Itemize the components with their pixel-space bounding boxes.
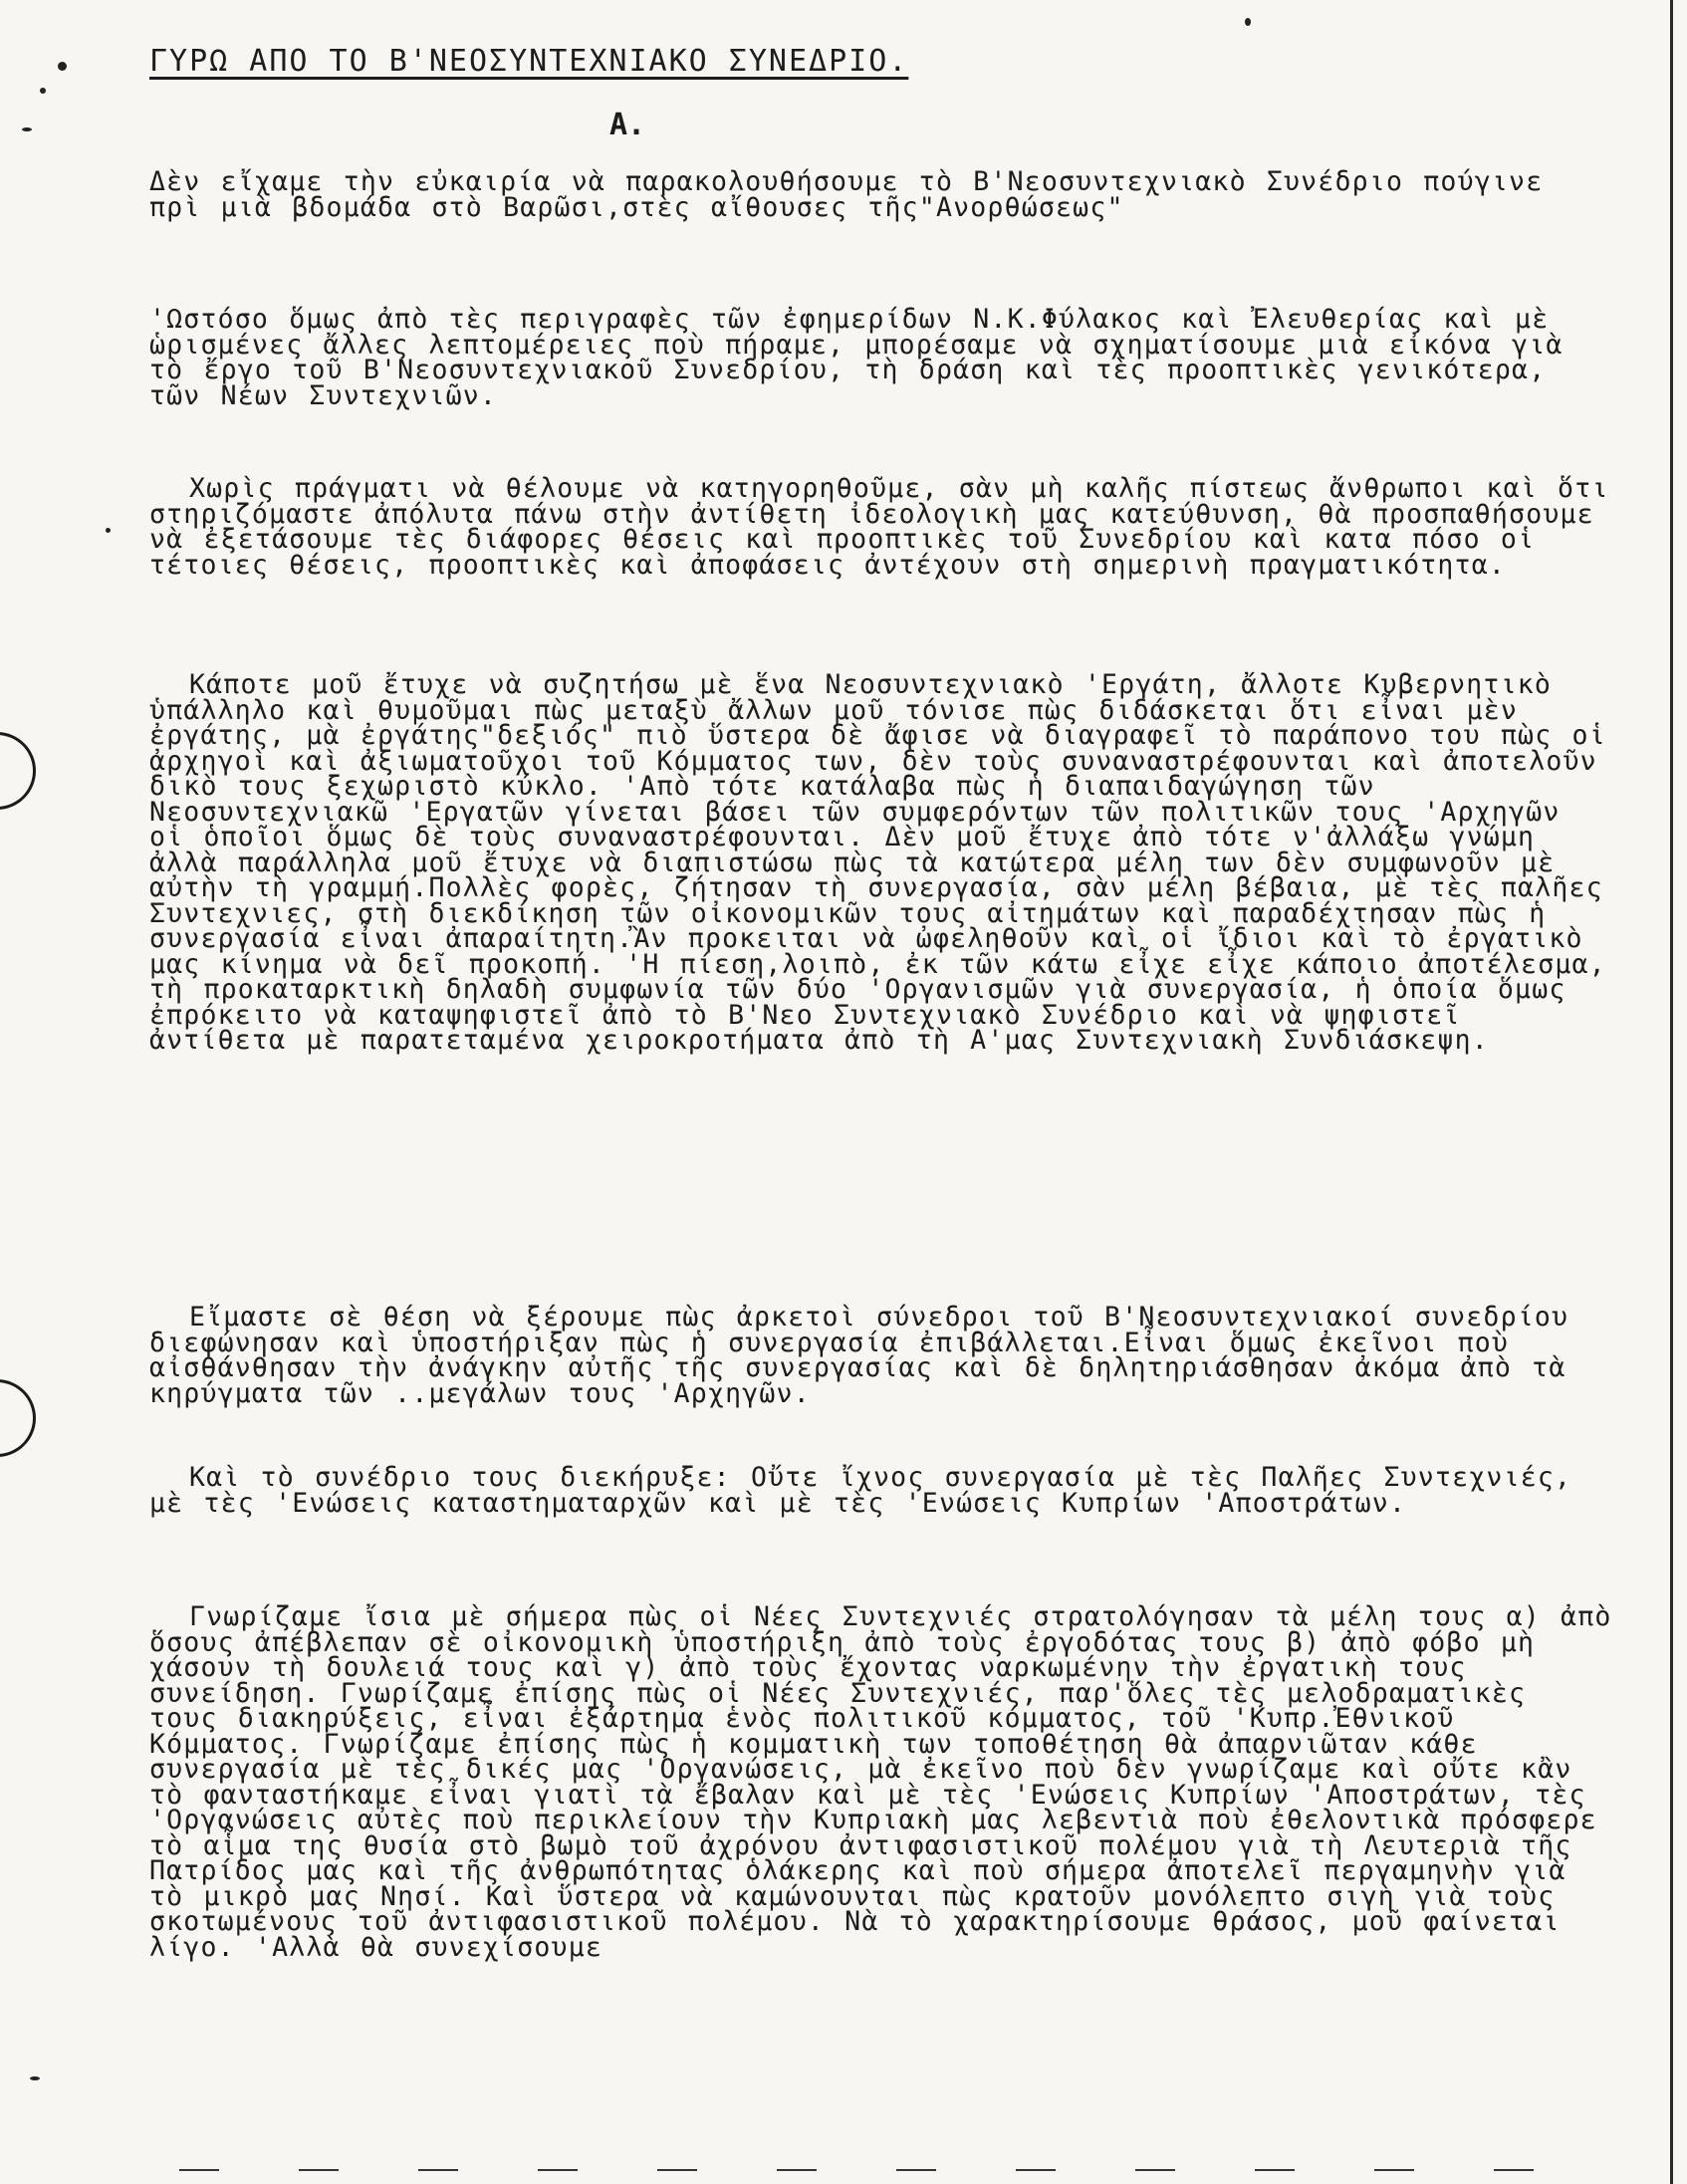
scan-speck xyxy=(106,528,111,533)
punch-hole-mark xyxy=(0,1363,52,1473)
paragraph-5: Εἴμαστε σὲ θέση νὰ ξέρουμε πὼς ἀρκετοὶ σύνεδροι τοῦ Β'Νεοσυντεχνιακοί συνεδρίου διεφώνησαν καὶ ὑποστήριξαν πὼς ἡ συνεργασία ἐπιβάλλεται.Εἶναι ὅμως ἐκεῖνοι ποὺ αἰσθάνθησαν τὴν ἀνάγκην αὐτῆς τῆς συνεργασίας καὶ δὲ δηλητηριάσθησαν ἀκόμα ἀπὸ τὰ κηρύγματα τῶν ..μεγάλων τους 'Αρχηγῶν. xyxy=(149,1302,1569,1409)
bottom-scan-rule xyxy=(179,2169,1554,2171)
scan-speck xyxy=(58,62,67,71)
scan-speck xyxy=(30,2076,40,2080)
paragraph-1: Δὲν εἴχαμε τὴν εὐκαιρία νὰ παρακολουθήσουμε τὸ Β'Νεοσυντεχνιακὸ Συνέδριο πούγινε πρὶ μιὰ βδομάδα στὸ Βαρῶσι,στὲς αἴθουσες τῆς"Ανορθώσεως" xyxy=(149,166,1544,223)
scan-speck xyxy=(1245,18,1251,26)
paragraph-7: Γνωρίζαμε ἴσια μὲ σήμερα πὼς οἱ Νέες Συντεχνιές στρατολόγησαν τὰ μέλη τους α) ἀπὸ ὅσους ἀπέβλεπαν σὲ οἰκονομικὴ ὑποστήριξη ἀπὸ τοὺς ἐργοδότας τους β) ἀπὸ φόβο μὴ χάσουν τὴ δουλειά τους καὶ γ) ἀπὸ τοὺς ἔχοντας ναρκωμένην τὴν ἐργατικὴ τους συνείδηση. Γνωρίζαμε ἐπίσης πὼς οἱ Νέες Συντεχνιές, παρ'ὅλες τὲς μελοδραματικὲς τους διακηρύξεις, εἶναι ἐξάρτημα ἑνὸς πολιτικοῦ κόμματος, τοῦ 'Κυπρ.Ἐθνικοῦ Κόμματος. Γνωρίζαμε ἐπίσης πὼς ἡ κομματικὴ των τοποθέτηση θὰ ἀπαρνιῶταν κάθε συνεργασία μὲ τὲς δικές μας 'Οργανώσεις, μὰ ἐκεῖνο ποὺ δὲν γνωρίζαμε καὶ οὔτε κἂν τὸ φανταστήκαμε εἶναι γιατὶ τὰ ἔβαλαν καὶ μὲ τὲς 'Ενώσεις Κυπρίων 'Αποστράτων, τὲς 'Οργανώσεις αὐτὲς ποὺ περικλείουν τὴν Κυπριακὴ μας λεβεντιὰ ποὺ ἐθελοντικὰ πρόσφερε τὸ αἷμα της θυσία στὸ βωμὸ τοῦ ἀχρόνου ἀντιφασιστικοῦ πολέμου γιὰ τὴ Λευτεριὰ τῆς Πατρίδος μας καὶ τῆς ἀνθρωπότητας ὁλάκερης καὶ ποὺ σήμερα ἀποτελεῖ περγαμηνὴν γιὰ τὸ μικρὸ μας Νησί. Καὶ ὕστερα νὰ καμώνουνται πὼς κρατοῦν μονόλεπτο σιγὴ γιὰ τοὺς σκοτωμένους τοῦ ἀντιφασιστικοῦ πολέμου. Νὰ τὸ χαρακτηρίσουμε θράσος, μοῦ φαίνεται λίγο. 'Αλλὰ θὰ συνεχίσουμε xyxy=(149,1601,1612,1963)
paragraph-4: Κάποτε μοῦ ἔτυχε νὰ συζητήσω μὲ ἕνα Νεοσυντεχνιακὸ 'Εργάτη, ἄλλοτε Κυβερνητικὸ ὑπάλληλο καὶ θυμοῦμαι πὼς μεταξὺ ἄλλων μοῦ τόνισε πὼς διδάσκεται ὅτι εἶναι μὲν ἐργάτης, μὰ ἐργάτης"δεξιός" πιὸ ὕστερα δὲ ἄφισε νὰ διαγραφεῖ τὸ παράπονο του πὼς οἱ ἀρχηγοὶ καὶ ἀξιωματοῦχοι τοῦ Κόμματος των, δὲν τοὺς συναναστρέφουνται καὶ ἀποτελοῦν δικὸ τους ξεχωριστὸ κύκλο. 'Απὸ τότε κατάλαβα πὼς ἡ διαπαιδαγώγηση τῶν Νεοσυντεχνιακῶ 'Εργατῶν γίνεται βάσει τῶν συμφερόντων τῶν πολιτικῶν τους 'Αρχηγῶν οἱ ὁποῖοι ὅμως δὲ τοὺς συναναστρέφουνται. Δὲν μοῦ ἔτυχε ἀπὸ τότε ν'ἀλλάξω γνώμη ἀλλὰ παράλληλα μοῦ ἔτυχε νὰ διαπιστώσω πὼς τὰ κατώτερα μέλη των δὲν συμφωνοῦν μὲ αὐτὴν τὴ γραμμή.Πολλὲς φορὲς, ζήτησαν τὴ συνεργασία, σὰν μέλη βέβαια, μὲ τὲς παλῆες Συντεχνιες, στὴ διεκδίκηση τῶν οἰκονομικῶν τους αἰτημάτων καὶ παραδέχτησαν πὼς ἡ συνεργασία εἶναι ἀπαραίτητη.Ἂν προκειται νὰ ὠφεληθοῦν καὶ οἱ ἴδιοι καὶ τὸ ἐργατικὸ μας κίνημα νὰ δεῖ προκοπή. 'Η πίεση,λοιπὸ, ἐκ τῶν κάτω εἶχε εἶχε κάποιο ἀποτέλεσμα, τὴ προκαταρκτικὴ δηλαδὴ συμφωνία τῶν δύο 'Οργανισμῶν γιὰ συνεργασία, ἡ ὁποία ὅμως ἐπρόκειτο νὰ καταψηφιστεῖ ἀπὸ τὸ Β'Νεο Συντεχνιακὸ Συνέδριο καὶ νὰ ψηφιστεῖ ἀντίθετα μὲ παρατεταμένα χειροκροτήματα ἀπὸ τὴ Α'μας Συντεχνιακὴ Συνδιάσκεψη. xyxy=(149,669,1606,1056)
punch-hole-mark xyxy=(0,716,52,826)
paragraph-6: Καὶ τὸ συνέδριο τους διεκήρυξε: Οὔτε ἴχνος συνεργασία μὲ τὲς Παλῆες Συντεχνιές, μὲ τὲς 'Ενώσεις καταστηματαρχῶν καὶ μὲ τὲς 'Ενώσεις Κυπρίων 'Αποστράτων. xyxy=(149,1462,1572,1519)
paragraph-2: 'Ωστόσο ὅμως ἀπὸ τὲς περιγραφὲς τῶν ἐφημερίδων Ν.Κ.Φύλακος καὶ Ἐλευθερίας καὶ μὲ ὡρισμένες ἄλλες λεπτομέρειες ποὺ πήραμε, μπορέσαμε νὰ σχηματίσουμε μιὰ εἰκόνα γιὰ τὸ ἔργο τοῦ Β'Νεοσυντεχνιακοῦ Συνεδρίου, τὴ δράση καὶ τὲς προοπτικὲς γενικότερα, τῶν Νέων Συντεχνιῶν. xyxy=(149,304,1564,411)
page-edge-line xyxy=(1670,0,1673,2184)
scan-speck xyxy=(22,127,32,131)
section-heading: Α. xyxy=(609,108,646,142)
paragraph-3: Χωρὶς πράγματι νὰ θέλουμε νὰ κατηγορηθοῦμε, σὰν μὴ καλῆς πίστεως ἄνθρωποι καὶ ὅτι στηριζόμαστε ἀπόλυτα πάνω στὴν ἀντίθετη ἰδεολογικὴ μας κατεύθυνση, θὰ προσπαθήσουμε νὰ ἐξετάσουμε τὲς διάφορες θέσεις καὶ προοπτικὲς τοῦ Συνεδρίου καὶ κατα πόσο οἱ τέτοιες θέσεις, προοπτικὲς καὶ ἀποφάσεις ἀντέχουν στὴ σημερινὴ πραγματικότητα. xyxy=(149,473,1609,581)
scan-speck xyxy=(40,88,46,94)
document-title: ΓΥΡΩ ΑΠΟ ΤΟ Β'ΝΕΟΣΥΝΤΕΧΝΙΑΚΟ ΣΥΝΕΔΡΙΟ. xyxy=(149,44,909,79)
